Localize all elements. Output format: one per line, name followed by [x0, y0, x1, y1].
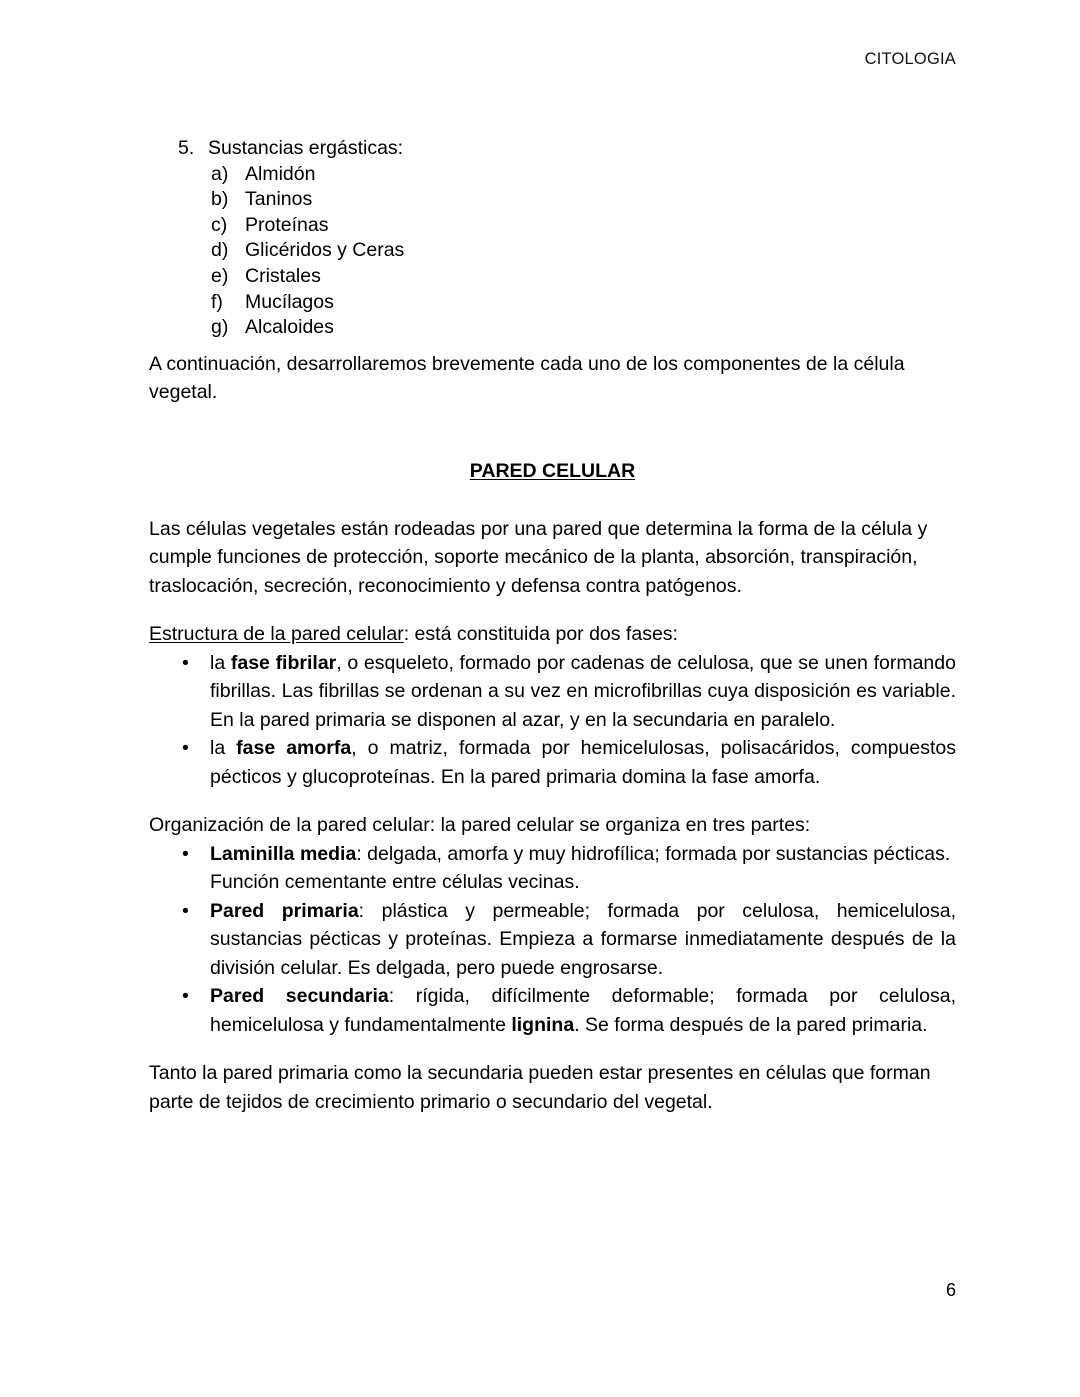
list-item-label: Taninos [245, 188, 313, 211]
list-item-bullet [149, 840, 956, 897]
list-item-alpha [149, 162, 956, 188]
list-marker-alpha: g) [211, 316, 229, 339]
bullet-bold-term: Pared primaria [210, 899, 359, 922]
organizacion-lead: Organización de la pared celular: la pared celular se organiza en tres partes: [149, 814, 811, 837]
list-item-label: Proteínas [245, 213, 329, 236]
list-item-bullet [149, 982, 956, 1039]
bullet-icon: • [182, 899, 189, 922]
running-header-text: CITOLOGIA [864, 50, 956, 68]
bullet-text: : rígida, difícilmente deformable; formada por celulosa, hemicelulosa y fundamentalmente [210, 985, 956, 1036]
list-item-bullet [149, 897, 956, 983]
list-marker-alpha: f) [211, 290, 223, 313]
section-heading-text: PARED CELULAR [469, 459, 636, 482]
ergastic-substances-sublist [149, 162, 956, 341]
estructura-lead [149, 620, 956, 649]
list-marker-alpha: e) [211, 264, 229, 287]
list-item-label: Alcaloides [245, 316, 334, 339]
bullet-bold-term: fase fibrilar [230, 651, 337, 674]
closing-paragraph: Tanto la pared primaria como la secundaria pueden estar presentes en células que forman parte de tejidos de crecimiento primario o secundario del vegetal. [149, 1062, 931, 1113]
bullet-icon: • [182, 737, 189, 760]
document-body [149, 136, 956, 1116]
bullet-text: , o esqueleto, formado por cadenas de celulosa, que se unen formando fibrillas. Las fibrillas se ordenan a su vez en microfibrillas cuya disposición es variable. En la pared primaria se disponen al azar, y en la secundaria en paralelo. [210, 651, 956, 731]
list-item-alpha [149, 315, 956, 341]
list-marker-number: 5. [178, 137, 195, 159]
section-heading [149, 458, 956, 484]
list-marker-alpha: d) [211, 239, 229, 262]
estructura-lead-rest: : está constituida por dos fases: [403, 623, 678, 646]
estructura-lead-underlined: Estructura de la pared celular [149, 623, 404, 646]
intro-paragraph: A continuación, desarrollaremos brevemente cada uno de los componentes de la célula vegetal. [149, 352, 905, 404]
organizacion-bullet-list [149, 840, 956, 1040]
list-item-alpha [149, 213, 956, 239]
bullet-icon: • [182, 842, 189, 865]
list-item-label: Almidón [245, 162, 316, 185]
bullet-text: : plástica y permeable; formada por celulosa, hemicelulosa, sustancias pécticas y proteínas. Empieza a formarse inmediatamente después de la división celular. Es delgada, pero puede engrosarse. [210, 899, 956, 979]
list-item-bullet [149, 734, 956, 791]
list-item-label: Cristales [245, 264, 321, 287]
bullet-text-tail: . Se forma después de la pared primaria. [574, 1013, 928, 1036]
list-item-label: Sustancias ergásticas: [208, 137, 404, 159]
list-item-label: Mucílagos [245, 290, 334, 313]
bullet-text: , o matriz, formada por hemicelulosas, polisacáridos, compuestos pécticos y glucoproteínas. En la pared primaria domina la fase amorfa. [210, 737, 956, 788]
bullet-bold-term: Laminilla media [210, 842, 357, 865]
list-marker-alpha: a) [211, 162, 229, 185]
list-marker-alpha: c) [211, 213, 228, 236]
bullet-bold-term: Pared secundaria [210, 985, 389, 1008]
list-item-numbered [149, 136, 956, 162]
section-body-paragraph: Las células vegetales están rodeadas por una pared que determina la forma de la célula y cumple funciones de protección, soporte mecánico de la planta, absorción, transpiración, traslocación, secreción, reconocimiento y defensa contra patógenos. [149, 517, 928, 597]
list-item-alpha [149, 290, 956, 316]
page-footer [0, 1280, 956, 1301]
running-header [0, 50, 956, 69]
list-item-alpha [149, 187, 956, 213]
list-item-bullet [149, 649, 956, 735]
list-item-alpha [149, 264, 956, 290]
bullet-bold-term: fase amorfa [236, 737, 352, 760]
bullet-prefix: la [210, 651, 231, 674]
section-heading-block [149, 458, 956, 484]
bullet-icon: • [182, 985, 189, 1008]
bullet-bold-inline: lignina [511, 1013, 575, 1036]
bullet-prefix: la [210, 737, 237, 760]
list-item-alpha [149, 238, 956, 264]
bullet-text: : delgada, amorfa y muy hidrofílica; formada por sustancias pécticas. Función cementante entre células vecinas. [210, 842, 951, 894]
ergastic-substances-list [149, 136, 956, 162]
list-item-label: Glicéridos y Ceras [245, 239, 405, 262]
page-number: 6 [945, 1280, 956, 1300]
estructura-bullet-list [149, 649, 956, 792]
list-marker-alpha: b) [211, 188, 229, 211]
bullet-icon: • [182, 651, 189, 674]
